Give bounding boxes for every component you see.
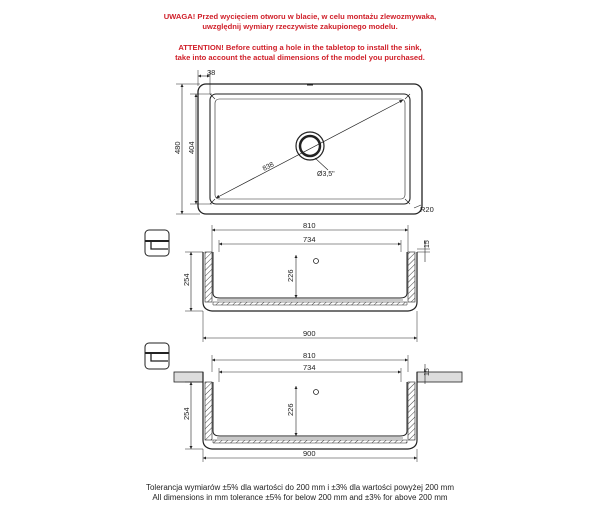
warning-pl-line2: uwzględnij wymiary rzeczywiste zakupionego modelu. <box>202 22 398 31</box>
drain-diameter-label: Ø3,5" <box>317 171 335 178</box>
dim-838-label: 838 <box>261 161 276 173</box>
section1-dim-15: 15 <box>424 240 431 248</box>
section1-dim-810: 810 <box>303 221 316 230</box>
dim-404-label: 404 <box>187 141 196 154</box>
warning-pl-line1: UWAGA! Przed wycięciem otworu w blacie, w celu montażu zlewozmywaka, <box>163 12 437 21</box>
mount-icon-flush <box>145 343 169 369</box>
section1-dim-254: 254 <box>182 273 191 286</box>
section2-dim-734: 734 <box>303 363 316 372</box>
dim-38-label: 38 <box>207 68 216 77</box>
dim-480-label: 480 <box>173 141 182 154</box>
warning-en-line2: take into account the actual dimensions of the model you purchased. <box>175 53 425 62</box>
section2-dim-810: 810 <box>303 351 316 360</box>
countertop-left <box>174 372 203 382</box>
section1-dim-226: 226 <box>286 269 295 282</box>
section1-dim-734: 734 <box>303 235 316 244</box>
section2-dim-226: 226 <box>286 403 295 416</box>
tolerance-note-pl: Tolerancja wymiarów ±5% dla wartości do 200 mm i ±3% dla wartości powyżej 200 mm <box>145 483 454 492</box>
section2-dim-254: 254 <box>182 407 191 420</box>
warning-en-line1: ATTENTION! Before cutting a hole in the tabletop to install the sink, <box>178 43 422 52</box>
drain-inner <box>300 136 320 156</box>
section2-dim-900: 900 <box>303 449 316 458</box>
diagonal-dimension-line <box>216 100 403 198</box>
radius-label: R20 <box>420 205 434 214</box>
top-view <box>176 70 422 214</box>
section-2 <box>174 355 462 462</box>
section1-dim-900: 900 <box>303 329 316 338</box>
section2-dim-15: 15 <box>424 368 431 376</box>
mount-icon-undermount <box>145 230 169 256</box>
tolerance-note-en: All dimensions in mm tolerance ±5% for below 200 mm and ±3% for above 200 mm <box>152 493 448 502</box>
